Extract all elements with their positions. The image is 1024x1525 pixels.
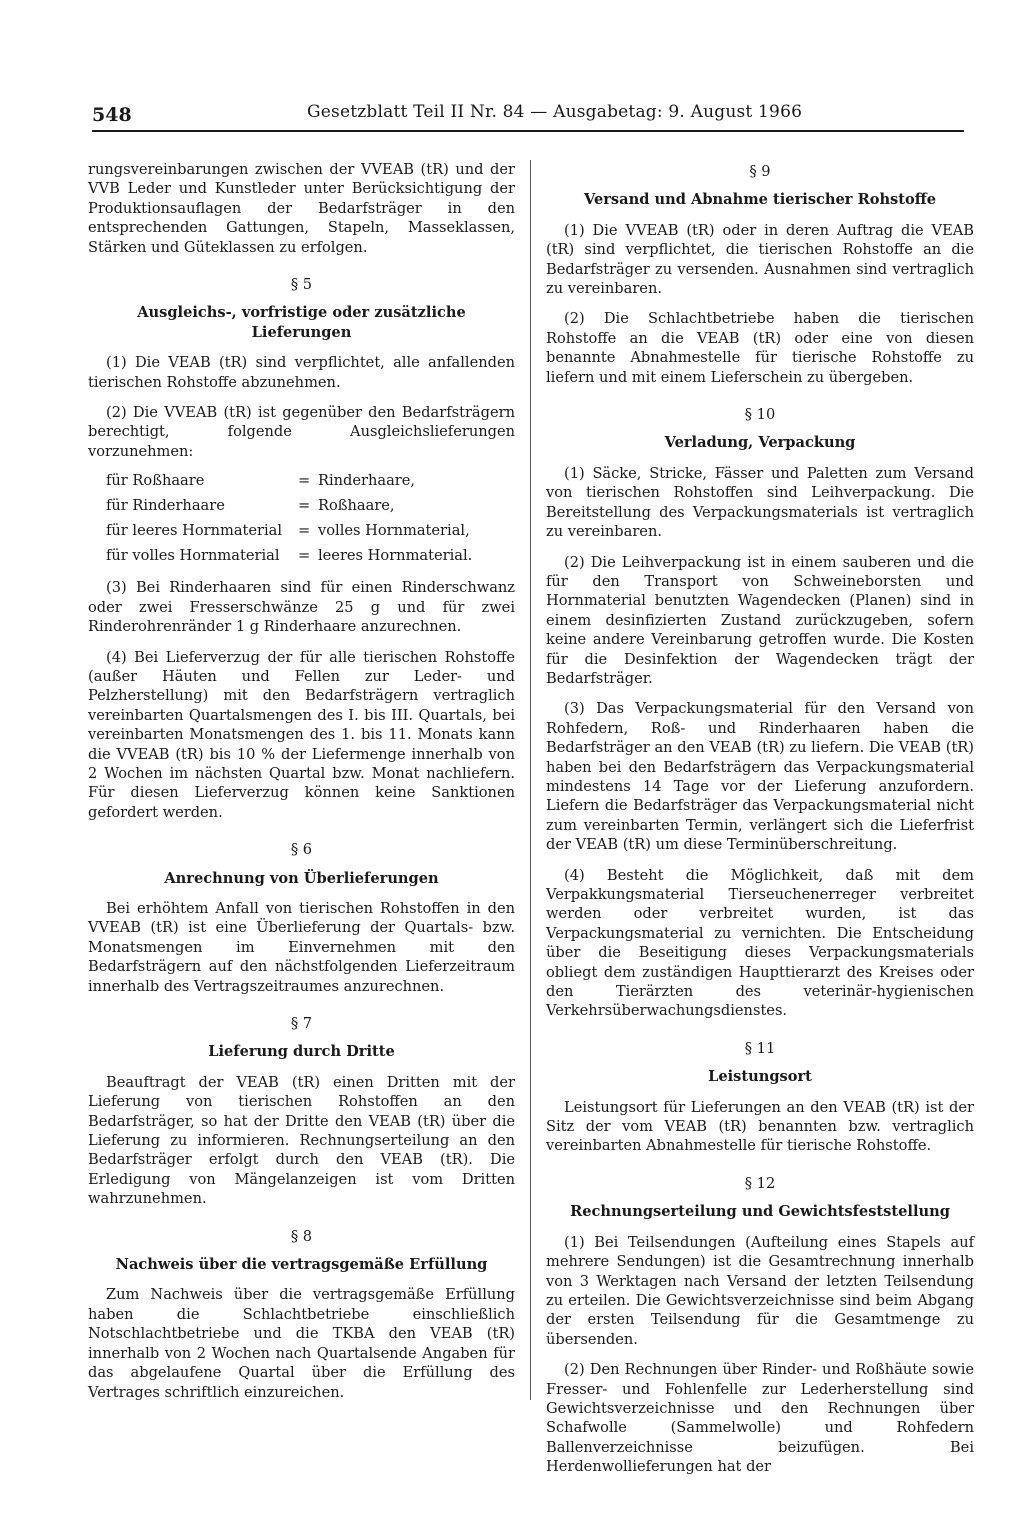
section-number: § 6 xyxy=(290,841,313,859)
table-cell: leeres Hornmaterial. xyxy=(318,547,473,565)
section-title: Lieferung durch Dritte xyxy=(208,1043,395,1061)
section-title: Leistungsort xyxy=(708,1068,812,1086)
section-title: Versand und Abnahme tierischer Rohstoffe xyxy=(583,191,937,209)
paragraph: (1) Säcke, Stricke, Fässer und Paletten zum Versand von tierischen Rohstoffen sind Leihverpackung. Die Bereitstellung des Verpackungsmaterials ist vertraglich zu vereinbaren. xyxy=(546,464,974,541)
table-cell: Roßhaare, xyxy=(318,497,395,515)
section-number: § 9 xyxy=(749,163,771,180)
column-rule xyxy=(530,160,531,1400)
section-title: Ausgleichs-, vorfristige oder zusätzliche Lieferungen xyxy=(137,304,466,341)
paragraph: Bei erhöhtem Anfall von tierischen Rohstoffen in den VVEAB (tR) ist eine Überlieferung der Quartals- bzw. Monatsmengen im Einvernehmen mit den Bedarfsträgern auf den nächstfolgenden Lieferzeitraum innerhalb des Vertragszeitraumes anzurechnen. xyxy=(88,899,515,995)
table-row xyxy=(106,468,472,493)
table-row xyxy=(106,493,472,518)
paragraph: Beauftragt der VEAB (tR) einen Dritten mit der Lieferung von tierischen Rohstoffen an den Bedarfsträger, so hat der Dritte den VEAB (tR) über die Lieferung zu informieren. Rechnungserteilung an den Bedarfsträger erfolgt durch den VEAB (tR). Die Erledigung von Mängelanzeigen ist vom Dritten wahrzunehmen. xyxy=(88,1073,515,1208)
paragraph: (4) Bei Lieferverzug der für alle tierischen Rohstoffe (außer Häuten und Fellen zur Leder- und Pelzherstellung) mit den Bedarfsträgern vertraglich vereinbarten Quartalsmengen des I. bis III. Quartals, bei vereinbarten Monatsmengen des 1. bis 11. Monats kann die VVEAB (tR) bis 10 % der Liefermenge innerhalb von 2 Wochen im nächsten Quartal bzw. Monat nachliefern. Für diesen Lieferverzug können keine Sanktionen gefordert werden. xyxy=(88,648,515,821)
table-cell: für volles Hornmaterial xyxy=(106,547,280,565)
paragraph: Leistungsort für Lieferungen an den VEAB (tR) ist der Sitz der vom VEAB (tR) benannten bzw. vertraglich vereinbarten Abnahmestelle für tierische Rohstoffe. xyxy=(546,1098,974,1155)
section-number: § 10 xyxy=(744,406,776,424)
table-cell: für Roßhaare xyxy=(106,472,205,490)
table-cell: für leeres Hornmaterial xyxy=(106,522,283,540)
section-number: § 7 xyxy=(290,1015,313,1032)
section-number: § 5 xyxy=(290,276,313,294)
paragraph: (3) Bei Rinderhaaren sind für einen Rinderschwanz oder zwei Fresserschwänze 25 g und für zwei Rinderohrenränder 1 g Rinderhaare anzurechnen. xyxy=(88,579,515,636)
section-title: Nachweis über die vertragsgemäße Erfüllung xyxy=(115,1256,488,1274)
section-title: Verladung, Verpackung xyxy=(664,434,856,452)
table-cell: = xyxy=(298,497,311,515)
page-header xyxy=(92,98,964,134)
header-rule xyxy=(92,130,964,132)
paragraph: (2) Die Leihverpackung ist in einem sauberen und die für den Transport von Schweineborsten und Hornmaterial benutzten Wagendecken (Planen) sind in einem desinfizierten Zustand zurückzugeben, sofern keine andere Vereinbarung getroffen wurde. Die Kosten für die Desinfektion der Wagendecken trägt der Bedarfsträger. xyxy=(546,553,974,687)
table-cell: = xyxy=(298,472,311,490)
paragraph: (2) Die VVEAB (tR) ist gegenüber den Bedarfsträgern berechtigt, folgende Ausgleichslieferungen vorzunehmen: xyxy=(88,404,515,460)
paragraph: (4) Besteht die Möglichkeit, daß mit dem Verpakkungsmaterial Tierseuchenerreger verbreitet werden oder verbreitet wurden, ist das Verpackungsmaterial zu vernichten. Die Entscheidung über die Beseitigung dieses Verpackungsmaterials obliegt dem zuständigen Haupttierarzt des Kreises oder den Tierärzten des veterinär-hygienischen Verkehrsüberwachungsdienstes. xyxy=(546,866,974,1020)
page-header-title: Gesetzblatt Teil II Nr. 84 — Ausgabetag: 9. August 1966 xyxy=(307,102,803,122)
paragraph: (3) Das Verpackungsmaterial für den Versand von Rohfedern, Roß- und Rinderhaaren haben die Bedarfsträger an den VEAB (tR) zu liefern. Die VEAB (tR) haben bei den Bedarfsträgern das Verpackungsmaterial mindestens 14 Tage vor der Lieferung anzufordern. Liefern die Bedarfsträger das Verpackungsmaterial nicht zum vereinbarten Termin, verlängert sich die Lieferfrist der VEAB (tR) um diese Terminüberschreitung. xyxy=(546,700,974,854)
table-cell: = xyxy=(298,547,311,565)
paragraph: Zum Nachweis über die vertragsgemäße Erfüllung haben die Schlachtbetriebe einschließlich Notschlachtbetriebe und die TKBA den VEAB (tR) innerhalb von 2 Wochen nach Quartalsende Angaben für das abgelaufene Quartal über die Erfüllung des Vertrages schriftlich einzureichen. xyxy=(88,1286,515,1401)
table-row xyxy=(106,543,472,568)
section-number: § 8 xyxy=(290,1227,313,1245)
paragraph: (2) Die Schlachtbetriebe haben die tierischen Rohstoffe an die VEAB (tR) oder eine von diesen benannte Abnahmestelle für tierische Rohstoffe zu liefern und mit einem Lieferschein zu übergeben. xyxy=(546,310,974,386)
table-cell: volles Hornmaterial, xyxy=(318,522,470,540)
paragraph: (1) Bei Teilsendungen (Aufteilung eines Stapels auf mehrere Sendungen) ist die Gesamtrechnung innerhalb von 3 Werktagen nach Versand der letzten Teilsendung zu erteilen. Die Gewichtsverzeichnisse sind beim Abgang der ersten Teilsendung für die Gesamtmenge zu übersenden. xyxy=(546,1233,974,1348)
section-title: Anrechnung von Überlieferungen xyxy=(164,869,439,887)
left-column xyxy=(88,160,515,1400)
page-number: 548 xyxy=(92,104,132,126)
section-title: Rechnungserteilung und Gewichtsfeststellung xyxy=(570,1203,950,1221)
table-cell: = xyxy=(298,522,311,540)
section-number: § 11 xyxy=(744,1039,776,1057)
paragraph: rungsvereinbarungen zwischen der VVEAB (tR) und der VVB Leder und Kunstleder unter Berücksichtigung der Produktionsauflagen der Bedarfsträger in den entsprechenden Gattungen, Stapeln, Masseklassen, Stärken und Güteklassen zu erfolgen. xyxy=(88,161,515,256)
section-number: § 12 xyxy=(744,1174,776,1192)
paragraph: (2) Den Rechnungen über Rinder- und Roßhäute sowie Fresser- und Fohlenfelle zur Lederherstellung sind Gewichtsverzeichnisse und den Rechnungen über Schafwolle (Sammelwolle) und Rohfedern Ballenverzeichnisse beizufügen. Bei Herdenwollieferungen hat der xyxy=(546,1361,974,1476)
table-cell: Rinderhaare, xyxy=(318,472,416,490)
right-column xyxy=(546,160,974,1476)
paragraph: (1) Die VEAB (tR) sind verpflichtet, alle anfallenden tierischen Rohstoffe abzunehmen. xyxy=(88,354,515,391)
table-cell: für Rinderhaare xyxy=(106,497,225,515)
table-row xyxy=(106,518,472,543)
paragraph: (1) Die VVEAB (tR) oder in deren Auftrag die VEAB (tR) sind verpflichtet, die tierischen Rohstoffe an die Bedarfsträger zu versenden. Ausnahmen sind vertraglich zu vereinbaren. xyxy=(546,221,974,298)
equivalence-table xyxy=(106,468,472,568)
